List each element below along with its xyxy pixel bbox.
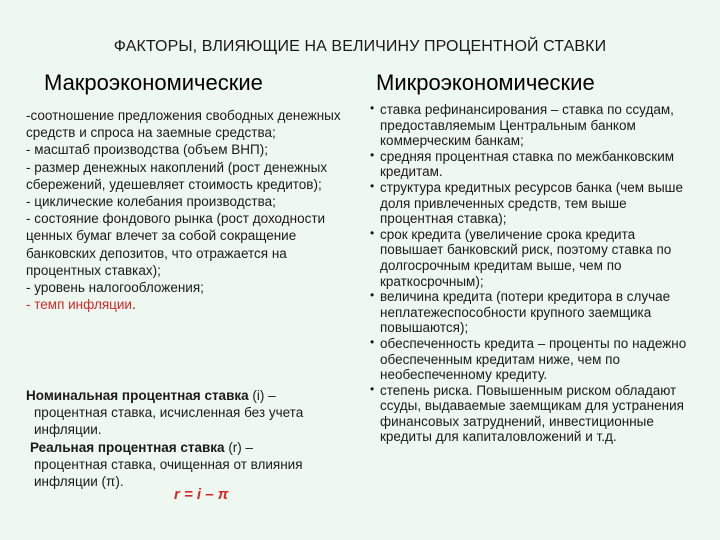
micro-factor-text: величина кредита (потери кредитора в случае неплатежеспособности крупного заемщика повышаются);	[380, 289, 671, 336]
micro-factors-list	[370, 102, 700, 445]
real-rate-symbol: (r) –	[224, 439, 254, 455]
macro-heading: Макроэкономические	[44, 70, 263, 95]
bullet-icon: •	[370, 147, 375, 162]
macro-factor: - масштаб производства (объем ВНП);	[26, 142, 268, 158]
bullet-icon: •	[370, 225, 375, 240]
inflation-dash: -	[26, 297, 35, 313]
macro-factor-inflation	[26, 296, 356, 313]
micro-factor	[370, 149, 700, 180]
slide-title: ФАКТОРЫ, ВЛИЯЮЩИЕ НА ВЕЛИЧИНУ ПРОЦЕНТНОЙ СТАВКИ	[113, 38, 607, 55]
fisher-formula: r = i – π	[174, 486, 229, 503]
micro-factor	[370, 289, 700, 336]
real-rate-title: Реальная процентная ставка	[30, 439, 225, 455]
micro-factor	[370, 227, 700, 289]
macro-factors-list	[26, 107, 356, 313]
micro-factor-text: средняя процентная ставка по межбанковским кредитам.	[380, 148, 675, 180]
macro-factor: - размер денежных накоплений (рост денежных сбережений, удешевляет стоимость кредитов);	[26, 159, 328, 192]
micro-heading: Микроэкономические	[376, 70, 595, 95]
bullet-icon: •	[370, 334, 375, 349]
inflation-period: .	[131, 297, 136, 313]
bullet-icon: •	[370, 288, 375, 303]
nominal-rate-definition	[26, 387, 356, 439]
real-rate-text: процентная ставка, очищенная от влияния инфляции (π).	[34, 456, 303, 490]
micro-factor-text: срок кредита (увеличение срока кредита повышает банковский риск, поэтому ставка по долгосрочным кредитам выше, чем по краткосрочным);	[380, 226, 672, 289]
micro-factor	[370, 383, 700, 445]
micro-factor	[370, 180, 700, 227]
inflation-label: темп инфляции	[34, 297, 132, 313]
macro-factor: - уровень налогообложения;	[26, 280, 204, 296]
micro-factor-text: структура кредитных ресурсов банка (чем выше доля привлеченных средств, тем выше процентная ставка);	[380, 179, 684, 227]
bullet-icon: •	[370, 178, 375, 193]
nominal-rate-title: Номинальная процентная ставка	[26, 388, 249, 403]
nominal-rate-text: процентная ставка, исчисленная без учета инфляции.	[34, 405, 304, 438]
macro-factor: - циклические колебания производства;	[26, 194, 276, 210]
nominal-rate-symbol: (i) –	[248, 388, 276, 403]
micro-factor-text: ставка рефинансирования – ставка по ссудам, предоставляемым Центральным банком коммерческим банкам;	[380, 102, 674, 149]
macro-factor: - состояние фондового рынка (рост доходности ценных бумаг влечет за собой сокращение банковских депозитов, что отражается на процентных ставках);	[26, 211, 326, 278]
micro-factor-text: степень риска. Повышенным риском обладают ссуды, выдаваемые заемщикам для устранения финансовых затруднений, инвестиционные кредиты для капиталовложений и т.д.	[380, 382, 684, 445]
micro-factor	[370, 336, 700, 383]
rate-definitions	[26, 387, 356, 490]
real-rate-definition	[26, 439, 356, 491]
macro-factor: -соотношение предложения свободных денежных средств и спроса на заемные средства;	[26, 108, 341, 141]
micro-factor-text: обеспеченность кредита – проценты по надежно обеспеченным кредитам ниже, чем по необеспеченному кредиту.	[380, 335, 687, 383]
bullet-icon: •	[370, 381, 375, 396]
bullet-icon: •	[370, 101, 375, 115]
micro-factor	[370, 102, 700, 149]
